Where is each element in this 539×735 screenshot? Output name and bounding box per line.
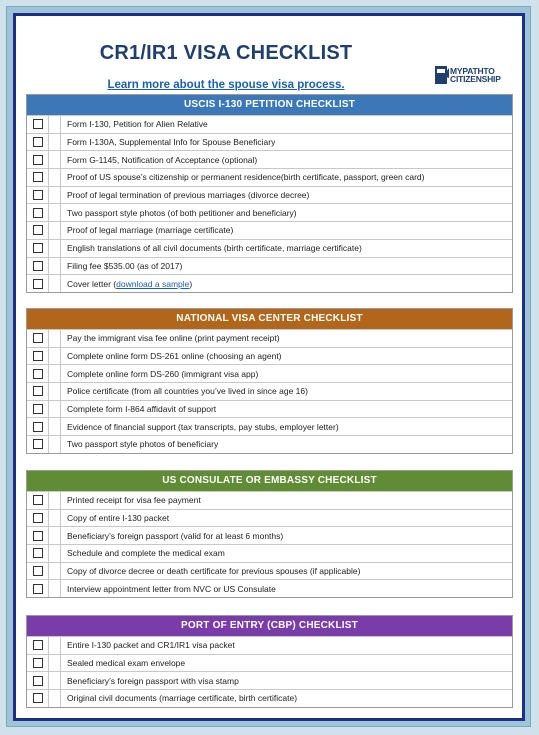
checklist-item-label: Proof of legal marriage (marriage certificate) (67, 225, 234, 236)
checklist-row (27, 364, 512, 382)
checkbox[interactable] (33, 261, 43, 271)
checklist-row (27, 382, 512, 400)
cover-letter-item: Cover letter (download a sample) (67, 278, 193, 289)
checklist-row (27, 115, 512, 133)
checklist-row (27, 491, 512, 509)
checklist-row (27, 400, 512, 418)
checklist-row (27, 636, 512, 654)
checkbox[interactable] (33, 495, 43, 505)
checkbox[interactable] (33, 693, 43, 703)
checkbox[interactable] (33, 513, 43, 523)
logo-text: MYPATHTO CITIZENSHIP (450, 66, 501, 84)
checklist-row (27, 654, 512, 672)
checklist-item-label: Two passport style photos of beneficiary (67, 439, 219, 450)
checkbox[interactable] (33, 658, 43, 668)
checklist-item-label: Two passport style photos (of both petitioner and beneficiary) (67, 207, 297, 218)
checkbox[interactable] (33, 155, 43, 165)
checklist-item-label: Police certificate (from all countries you’ve lived in since age 16) (67, 386, 308, 397)
checkbox[interactable] (33, 404, 43, 414)
logo-icon (434, 64, 450, 86)
checklist-item-label: Filing fee $535.00 (as of 2017) (67, 260, 183, 271)
checklist-item-label: Interview appointment letter from NVC or US Consulate (67, 583, 276, 594)
checklist-item-label: Beneficiary’s foreign passport with visa stamp (67, 675, 239, 686)
checklist-item-label: Complete online form DS-260 (immigrant visa app) (67, 368, 259, 379)
checkbox[interactable] (33, 351, 43, 361)
checklist-item-label: Schedule and complete the medical exam (67, 548, 225, 559)
checkbox[interactable] (33, 531, 43, 541)
checkbox[interactable] (33, 422, 43, 432)
checkbox[interactable] (33, 190, 43, 200)
checklist-row (27, 417, 512, 435)
checklist-row (27, 526, 512, 544)
checkbox[interactable] (33, 333, 43, 343)
checklist-item-label: Entire I-130 packet and CR1/IR1 visa packet (67, 640, 235, 651)
checklist-item-label: Form I-130, Petition for Alien Relative (67, 119, 208, 130)
checklist-row (27, 689, 512, 707)
checklist-item-label: Proof of legal termination of previous marriages (divorce decree) (67, 190, 310, 201)
checkbox[interactable] (33, 208, 43, 218)
checklist-row (27, 579, 512, 597)
checkbox[interactable] (33, 566, 43, 576)
checkbox[interactable] (33, 119, 43, 129)
checkbox[interactable] (33, 172, 43, 182)
checkbox[interactable] (33, 243, 43, 253)
checkbox[interactable] (33, 676, 43, 686)
checkbox[interactable] (33, 640, 43, 650)
spouse-visa-link[interactable]: Learn more about the spouse visa process. (107, 79, 345, 91)
checklist-item-label: English translations of all civil documents (birth certificate, marriage certificate) (67, 243, 362, 254)
checkbox[interactable] (33, 279, 43, 289)
section-header-nvc: NATIONAL VISA CENTER CHECKLIST (27, 309, 512, 329)
checklist-item-label: Form I-130A, Supplemental Info for Spouse Beneficiary (67, 137, 276, 148)
checklist-row (27, 329, 512, 347)
checklist-row (27, 221, 512, 239)
checkbox[interactable] (33, 137, 43, 147)
checklist-row (27, 562, 512, 580)
checklist-row (27, 347, 512, 365)
section-port-of-entry (26, 615, 513, 708)
checklist-item-label: Copy of divorce decree or death certificate for previous spouses (if applicable) (67, 566, 361, 577)
checklist-item-label: Pay the immigrant visa fee online (print payment receipt) (67, 333, 280, 344)
checklist-row (27, 435, 512, 453)
checkbox[interactable] (33, 369, 43, 379)
checklist-row (27, 544, 512, 562)
section-header-uscis: USCIS I-130 PETITION CHECKLIST (27, 95, 512, 115)
checklist-row (27, 186, 512, 204)
checkbox[interactable] (33, 548, 43, 558)
checklist-row (27, 150, 512, 168)
checklist-item-label: Evidence of financial support (tax transcripts, pay stubs, employer letter) (67, 421, 339, 432)
checklist-item-label: Complete online form DS-261 online (choosing an agent) (67, 351, 282, 362)
checkbox[interactable] (33, 386, 43, 396)
checklist-row (27, 168, 512, 186)
section-nvc (26, 308, 513, 454)
section-uscis (26, 94, 513, 293)
download-sample-link[interactable]: download a sample (116, 278, 190, 289)
checklist-item-label: Original civil documents (marriage certificate, birth certificate) (67, 693, 298, 704)
checklist-row (27, 203, 512, 221)
checklist-item-label: Form G-1145, Notification of Acceptance (optional) (67, 154, 258, 165)
checklist-item-label: Beneficiary’s foreign passport (valid for at least 6 months) (67, 530, 284, 541)
checklist-row (27, 133, 512, 151)
checklist-item-label: Complete form I-864 affidavit of support (67, 404, 217, 415)
checklist-row (27, 671, 512, 689)
checklist-row (27, 257, 512, 275)
checklist-item-label: Sealed medical exam envelope (67, 658, 186, 669)
checklist-item-label: Proof of US spouse’s citizenship or permanent residence(birth certificate, passport, green card) (67, 172, 425, 183)
checklist-item-label: Printed receipt for visa fee payment (67, 495, 201, 506)
section-consulate (26, 470, 513, 598)
checkbox[interactable] (33, 584, 43, 594)
checkbox[interactable] (33, 225, 43, 235)
logo (434, 63, 512, 89)
checklist-row (27, 509, 512, 527)
checklist-row (27, 239, 512, 257)
checklist-item-label: Copy of entire I-130 packet (67, 513, 170, 524)
checkbox[interactable] (33, 439, 43, 449)
checklist-row (27, 274, 512, 292)
section-header-consulate: US CONSULATE OR EMBASSY CHECKLIST (27, 471, 512, 491)
page-title: CR1/IR1 VISA CHECKLIST (99, 42, 353, 64)
checklist-page (13, 13, 525, 721)
section-header-port-of-entry: PORT OF ENTRY (CBP) CHECKLIST (27, 616, 512, 636)
